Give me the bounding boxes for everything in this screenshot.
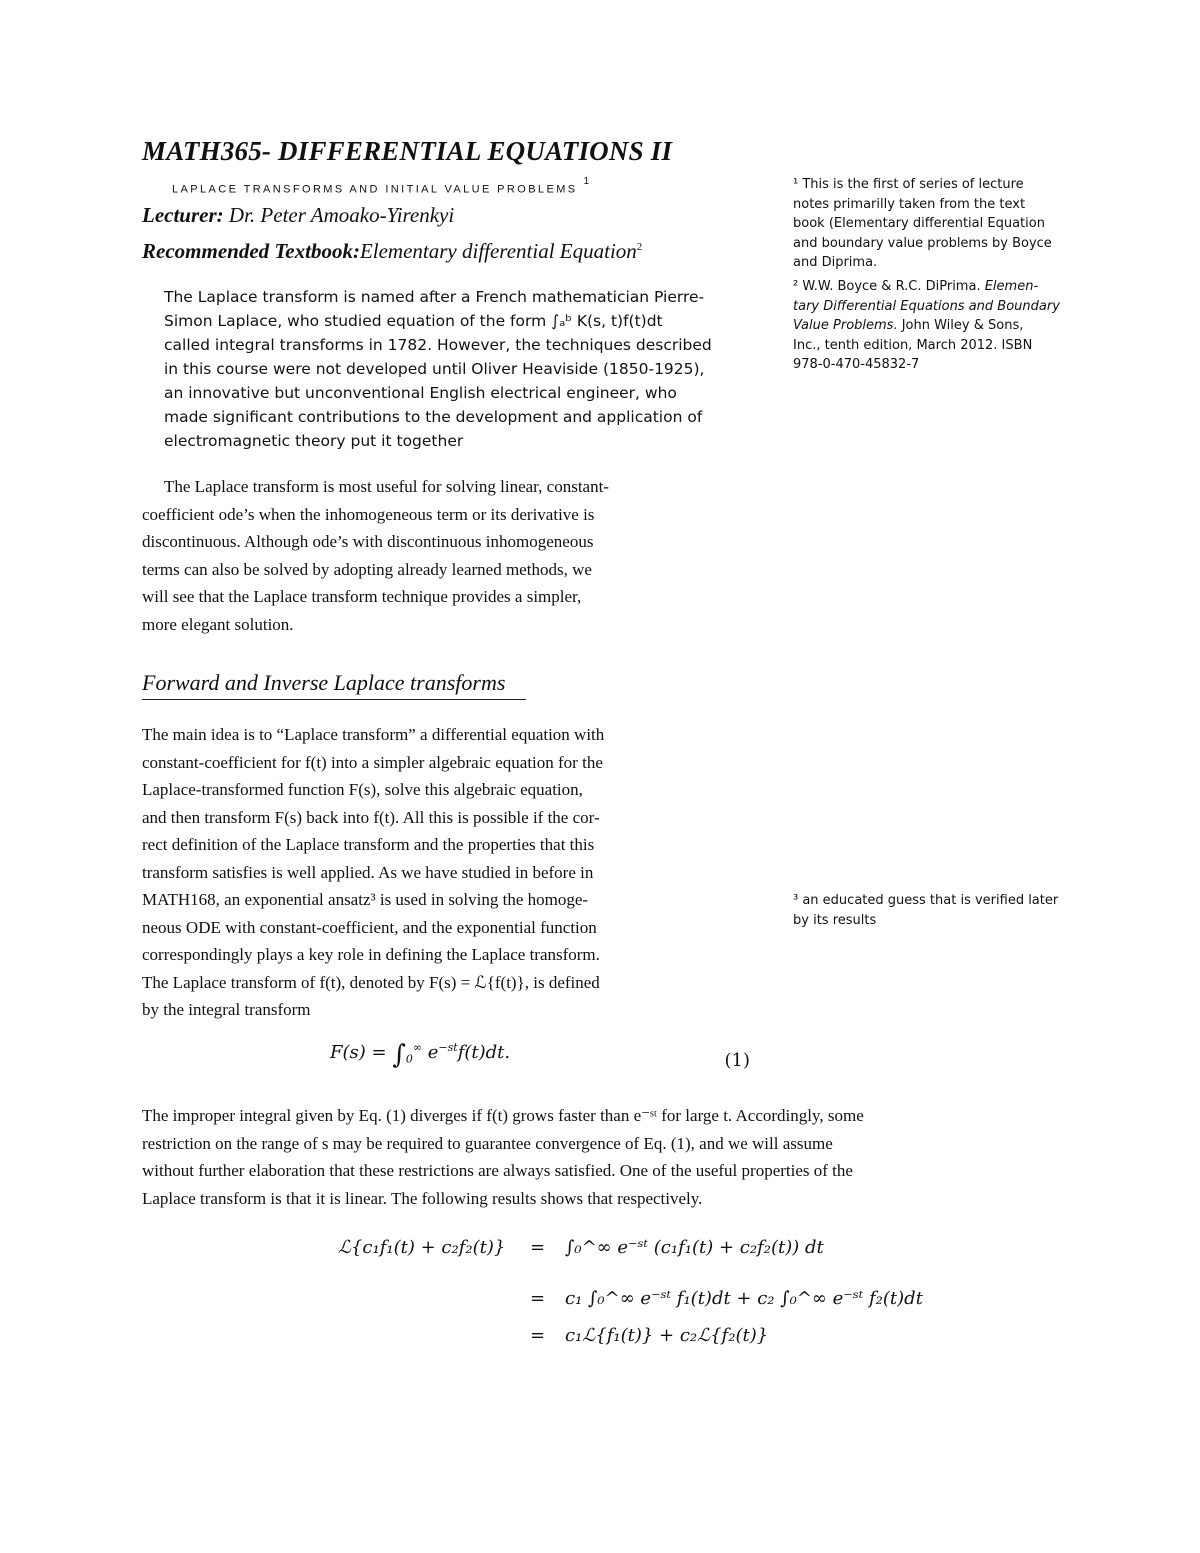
paragraph-line: The Laplace transform is most useful for solving linear, constant- [164,477,609,496]
paragraph-line: Laplace-transformed function F(s), solve this algebraic equation, [142,780,583,799]
paragraph-line: correspondingly plays a key role in defining the Laplace transform. [142,945,600,964]
intro-line: Simon Laplace, who studied equation of the form ∫ₐᵇ K(s, t)f(t)dt [164,312,663,330]
paragraph-line: more elegant solution. [142,614,294,634]
body-paragraph-2 [142,721,762,1024]
integral-sign: ∫ [392,1040,406,1070]
citation-title: Value Problems. [793,318,898,333]
section-heading: Forward and Inverse Laplace transforms [142,670,506,695]
intro-line: in this course were not developed until Oliver Heaviside (1850-1925), [164,360,705,378]
equation-exponent: −st [438,1041,458,1054]
document-subtitle [172,176,590,196]
paragraph-line: by the integral transform [142,1000,311,1019]
sidenote-line: and boundary value problems by Boyce [793,235,1052,251]
intro-line: made significant contributions to the development and application of [164,408,703,426]
sidenote-line: and Diprima. [793,255,878,270]
body-paragraph-3 [142,1102,1077,1212]
equation-number: (1) [724,1050,750,1071]
equation-tail: f(t)dt. [457,1042,511,1063]
intro-line: an innovative but unconventional English electrical engineer, who [164,384,677,402]
citation-publisher: John Wiley & Sons, [897,318,1024,333]
equals-sign: = [530,1237,546,1258]
subtitle-text: LAPLACE TRANSFORMS AND INITIAL VALUE PROBLEMS [172,183,578,196]
paragraph-line: without further elaboration that these restrictions are always satisfied. One of the useful properties of the [142,1161,853,1180]
intro-line: electromagnetic theory put it together [164,432,464,450]
citation-edition: Inc., tenth edition, March 2012. ISBN [793,337,1033,353]
paragraph-line: The improper integral given by Eq. (1) diverges if f(t) grows faster than e⁻ˢᵗ for large t. Accordingly, some [142,1106,864,1125]
sidenote-line [793,277,1083,297]
intro-paragraph [164,285,724,453]
textbook-line [142,239,642,264]
sidenote-line: ¹ This is the first of series of lecture [793,177,1024,192]
paragraph-line: transform satisfies is well applied. As we have studied in before in [142,862,594,882]
paragraph-line: MATH168, an exponential ansatz³ is used in solving the homoge- [142,890,589,909]
textbook-label: Recommended Textbook: [142,239,360,263]
paragraph-line: and then transform F(s) back into f(t). All this is possible if the cor- [142,807,600,827]
equation-1 [330,1040,750,1070]
citation-isbn: 978-0-470-45832-7 [793,357,920,372]
document-title: MATH365- DIFFERENTIAL EQUATIONS II [142,136,673,166]
equation-exp-base: e [427,1042,439,1063]
sidenote-line [793,316,1083,336]
linearity-lhs: ℒ{c₁f₁(t) + c₂f₂(t)} [338,1237,506,1258]
footnote-marker-1: 1 [583,176,590,187]
paragraph-line: terms can also be solved by adopting already learned methods, we [142,559,592,579]
integral-lower: 0 [405,1052,413,1066]
paragraph-line: Laplace transform is that it is linear. The following results shows that respectively. [142,1188,703,1208]
citation-title: tary Differential Equations and Boundary [793,298,1060,314]
linearity-row: c₁ℒ{f₁(t)} + c₂ℒ{f₂(t)} [565,1325,769,1346]
equals-sign: = [530,1325,546,1346]
paragraph-line: The Laplace transform of f(t), denoted by F(s) = ℒ{f(t)}, is defined [142,972,600,992]
equals-sign: = [530,1288,546,1309]
equation-lhs: F(s) = [330,1042,387,1063]
sidenote-3 [793,891,1083,930]
paragraph-line: rect definition of the Laplace transform and the properties that this [142,835,595,854]
citation-title: Elemen- [984,279,1039,294]
paragraph-line: restriction on the range of s may be required to guarantee convergence of Eq. (1), and we will assume [142,1133,833,1153]
paragraph-line: constant-coefficient for f(t) into a simpler algebraic equation for the [142,752,603,772]
lecturer-line [142,203,454,228]
paragraph-line: neous ODE with constant-coefficient, and the exponential function [142,917,597,937]
footnote-marker-2: 2 [636,241,643,253]
sidenote-1 [793,175,1083,273]
intro-line: called integral transforms in 1782. However, the techniques described [164,336,712,354]
linearity-row: ∫₀^∞ e⁻ˢᵗ (c₁f₁(t) + c₂f₂(t)) dt [565,1237,824,1258]
lecturer-name: Dr. Peter Amoako-Yirenkyi [223,203,455,227]
paragraph-line: discontinuous. Although ode’s with discontinuous inhomogeneous [142,532,594,551]
sidenote-line: ³ an educated guess that is verified later [793,893,1059,908]
sidenote-2 [793,277,1083,375]
paragraph-line: The main idea is to “Laplace transform” a differential equation with [142,725,605,744]
paragraph-line: will see that the Laplace transform technique provides a simpler, [142,587,582,606]
paragraph-line: coefficient ode’s when the inhomogeneous term or its derivative is [142,504,595,524]
sidenote-line: by its results [793,912,877,928]
linearity-row: c₁ ∫₀^∞ e⁻ˢᵗ f₁(t)dt + c₂ ∫₀^∞ e⁻ˢᵗ f₂(t)dt [565,1288,923,1309]
lecturer-label: Lecturer: [142,203,224,227]
textbook-name: Elementary differential Equation [359,239,637,263]
sidenote-line: book (Elementary differential Equation [793,216,1045,231]
intro-line: The Laplace transform is named after a French mathematician Pierre- [164,288,705,306]
integral-upper: ∞ [412,1041,423,1054]
section-underline [142,699,526,700]
citation-authors: ² W.W. Boyce & R.C. DiPrima. [793,279,981,294]
body-paragraph-1 [142,473,762,638]
sidenote-line: notes primarilly taken from the text [793,196,1026,212]
